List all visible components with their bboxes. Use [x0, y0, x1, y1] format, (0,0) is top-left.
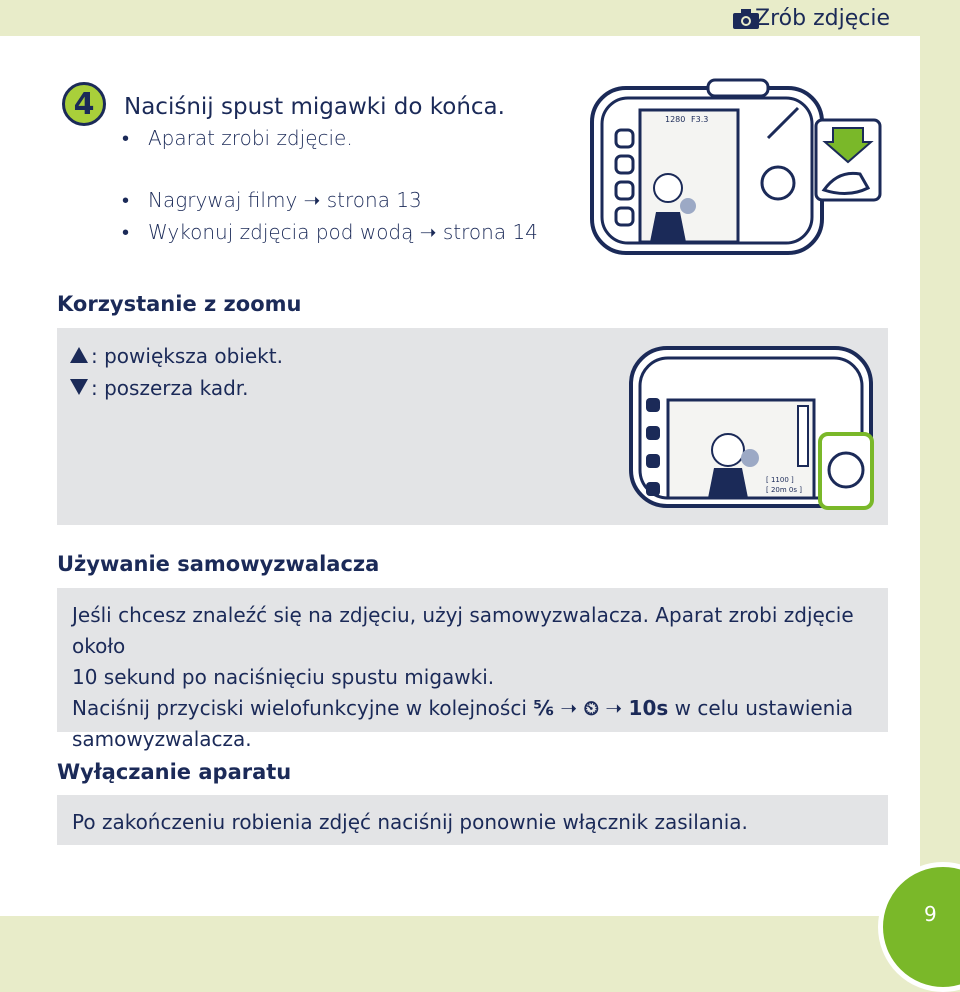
zoom-heading: Korzystanie z zoomu — [57, 292, 302, 316]
arrow-icon: ➝ — [419, 220, 437, 244]
timer-text: Jeśli chcesz znaleźć się na zdjęciu, użyj samowyzwalacza. Aparat zrobi zdjęcie około 10 sekund po naciśnięciu spustu migawki. Naciśnij przyciski wielofunkcyjne w kolejności ⅚ ➝ ⏲ ➝ 10s w celu ustawienia samowyzwalacza. — [72, 603, 854, 751]
camera-shutter-illustration — [588, 78, 888, 263]
bullet-item: • Nagrywaj filmy ➝ strona 13 — [124, 188, 422, 212]
triangle-up-icon — [70, 347, 88, 363]
page-link[interactable]: strona 13 — [326, 188, 422, 212]
timer-heading: Używanie samowyzwalacza — [57, 552, 380, 576]
bullet-item: • Aparat zrobi zdjęcie. — [124, 126, 353, 150]
page-number: 9 — [924, 902, 937, 926]
zoom-down-line: : poszerza kadr. — [70, 376, 249, 400]
screen-time: [ 20m 0s ] — [766, 486, 802, 494]
power-heading: Wyłączanie aparatu — [57, 760, 292, 784]
page — [0, 36, 920, 916]
step-title: Naciśnij spust migawki do końca. — [124, 94, 505, 120]
screen-count: 1280 — [665, 115, 686, 124]
bullet-item: • Wykonuj zdjęcia pod wodą ➝ strona 14 — [124, 220, 538, 244]
zoom-up-line: : powiększa obiekt. — [70, 344, 283, 368]
triangle-down-icon — [70, 379, 88, 395]
page-link[interactable]: strona 14 — [442, 220, 538, 244]
screen-aperture: F3.3 — [691, 115, 709, 124]
section-title: Zrób zdjęcie — [755, 6, 890, 31]
timer-mode-icon: ⅚ — [533, 696, 554, 720]
timer-10s-label: 10s — [628, 696, 669, 720]
footer-band — [0, 916, 960, 939]
screen-shots: [ 1100 ] — [766, 476, 794, 484]
self-timer-icon: ⏲ — [583, 696, 600, 720]
power-text: Po zakończeniu robienia zdjęć naciśnij ponownie włącznik zasilania. — [72, 810, 748, 834]
step-number-badge: 4 — [62, 82, 106, 126]
arrow-icon: ➝ — [303, 188, 321, 212]
camera-zoom-illustration — [628, 340, 878, 510]
